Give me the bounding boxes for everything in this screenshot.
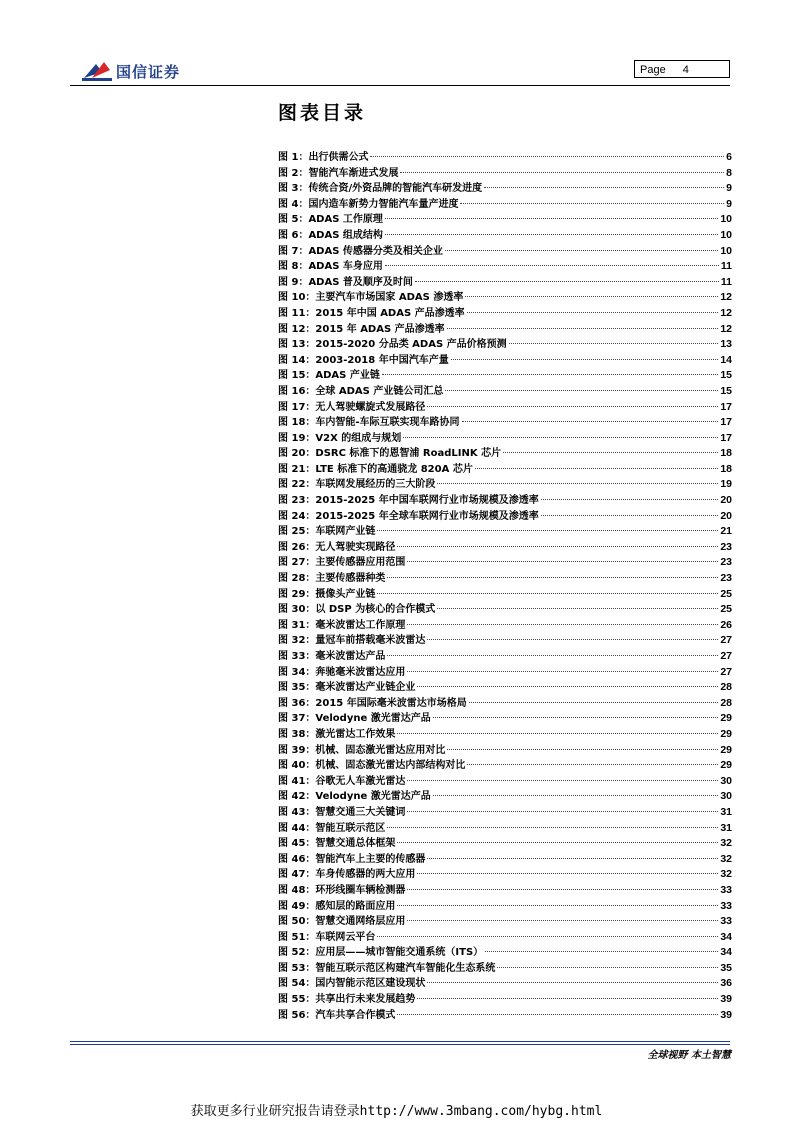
toc-leader-dots [397, 905, 718, 906]
toc-leader-dots [445, 250, 718, 251]
toc-entry-label: 图 1：出行供需公式 [278, 152, 369, 163]
toc-leader-dots [387, 827, 718, 828]
footer-link-text[interactable]: 获取更多行业研究报告请登录http://www.3mbang.com/hybg.html [190, 1104, 603, 1119]
page-label: Page [640, 64, 666, 76]
toc-entry[interactable] [278, 976, 732, 992]
toc-entry-label: 图 46：智能汽车上主要的传感器 [278, 853, 426, 865]
toc-leader-dots [427, 406, 718, 407]
toc-entry-label: 图 44：智能互联示范区 [278, 822, 386, 834]
toc-entry-label: 图 25：车联网产业链 [278, 526, 376, 538]
toc-entry[interactable] [278, 509, 732, 525]
toc-entry-page: 10 [720, 213, 732, 226]
toc-leader-dots [407, 624, 718, 625]
toc-leader-dots [377, 530, 718, 531]
toc-entry[interactable] [278, 711, 732, 727]
toc-entry[interactable] [278, 852, 732, 868]
toc-entry[interactable] [278, 555, 732, 571]
toc-entry-label: 图 10：主要汽车市场国家 ADAS 渗透率 [278, 292, 464, 304]
toc-leader-dots [417, 686, 718, 687]
toc-entry-label: 图 24：2015-2025 年全球车联网行业市场规模及渗透率 [278, 510, 539, 522]
toc-leader-dots [407, 561, 718, 562]
page-indicator [634, 60, 730, 78]
figure-toc-list [278, 150, 732, 1023]
toc-entry-label: 图 16：全球 ADAS 产业链公司汇总 [278, 385, 444, 397]
toc-entry-label: 图 12：2015 年 ADAS 产品渗透率 [278, 323, 445, 335]
toc-entry[interactable] [278, 212, 732, 228]
toc-entry-label: 图 38：激光雷达工作效果 [278, 728, 396, 740]
toc-leader-dots [497, 967, 718, 968]
toc-leader-dots [377, 593, 718, 594]
toc-leader-dots [469, 702, 719, 703]
toc-leader-dots [467, 764, 718, 765]
toc-leader-dots [437, 483, 718, 484]
toc-entry-page: 31 [720, 805, 732, 818]
toc-entry-label: 图 34：奔驰毫米波雷达应用 [278, 666, 406, 678]
toc-entry[interactable] [278, 181, 732, 197]
toc-leader-dots [397, 842, 718, 843]
toc-entry[interactable] [278, 774, 732, 790]
toc-entry-page: 12 [720, 306, 732, 319]
toc-leader-dots [465, 296, 718, 297]
toc-entry-page: 11 [720, 260, 732, 273]
toc-entry-label: 图 21：LTE 标准下的高通骁龙 820A 芯片 [278, 463, 473, 475]
toc-entry-page: 17 [720, 431, 732, 444]
toc-leader-dots [407, 780, 718, 781]
toc-entry[interactable] [278, 883, 732, 899]
toc-entry-page: 17 [720, 416, 732, 429]
toc-leader-dots [385, 265, 719, 266]
toc-entry-page: 12 [720, 291, 732, 304]
toc-entry-page: 21 [720, 525, 732, 538]
toc-entry-label: 图 15：ADAS 产业链 [278, 370, 380, 382]
toc-entry-page: 20 [720, 494, 732, 507]
toc-entry[interactable] [278, 992, 732, 1008]
toc-leader-dots [385, 234, 718, 235]
toc-entry[interactable] [278, 322, 732, 338]
toc-entry-page: 10 [720, 244, 732, 257]
toc-entry-page: 23 [720, 540, 732, 553]
toc-leader-dots [475, 468, 718, 469]
toc-entry-page: 29 [720, 759, 732, 772]
toc-entry-label: 图 51：车联网云平台 [278, 931, 376, 943]
toc-entry-label: 图 13：2015-2020 分品类 ADAS 产品价格预测 [278, 339, 507, 351]
toc-entry-page: 33 [720, 899, 732, 912]
toc-entry-label: 图 8：ADAS 车身应用 [278, 261, 383, 273]
toc-entry-label: 图 11：2015 年中国 ADAS 产品渗透率 [278, 307, 465, 319]
toc-entry-label: 图 26：无人驾驶实现路径 [278, 541, 396, 553]
toc-entry-page: 15 [720, 369, 732, 382]
toc-entry-label: 图 14：2003-2018 年中国汽车产量 [278, 354, 449, 366]
toc-leader-dots [377, 936, 718, 937]
toc-entry[interactable] [278, 306, 732, 322]
toc-entry-page: 39 [720, 993, 732, 1006]
toc-entry-page: 36 [720, 977, 732, 990]
toc-entry-page: 34 [720, 946, 732, 959]
toc-entry-page: 20 [720, 509, 732, 522]
toc-entry-label: 图 7：ADAS 传感器分类及相关企业 [278, 245, 443, 257]
toc-entry-page: 35 [720, 961, 732, 974]
toc-leader-dots [415, 281, 719, 282]
toc-entry[interactable] [278, 727, 732, 743]
page-title: 图表目录 [278, 102, 367, 124]
toc-entry-page: 27 [720, 650, 732, 662]
footer-divider-double [70, 1044, 730, 1045]
toc-entry[interactable] [278, 384, 732, 400]
toc-entry-label: 图 41：谷歌无人车激光雷达 [278, 775, 406, 787]
toc-leader-dots [447, 749, 718, 750]
slogan: 全球视野 本土智慧 [647, 1050, 731, 1061]
toc-leader-dots [467, 312, 719, 313]
toc-entry-page: 39 [720, 1008, 732, 1021]
toc-entry[interactable] [278, 587, 732, 603]
toc-entry-page: 28 [720, 696, 732, 709]
toc-leader-dots [509, 343, 719, 344]
toc-entry-label: 图 23：2015-2025 年中国车联网行业市场规模及渗透率 [278, 495, 539, 507]
toc-entry[interactable] [278, 696, 732, 712]
toc-entry[interactable] [278, 758, 732, 774]
toc-entry-label: 图 54：国内智能示范区建设现状 [278, 978, 426, 990]
toc-entry-label: 图 42：Velodyne 激光雷达产品 [278, 791, 431, 803]
toc-entry-page: 9 [726, 182, 732, 195]
toc-leader-dots [503, 452, 718, 453]
toc-entry-page: 18 [720, 447, 732, 460]
toc-leader-dots [397, 1014, 718, 1015]
toc-leader-dots [417, 998, 718, 999]
toc-leader-dots [485, 951, 718, 952]
toc-entry-page: 18 [720, 462, 732, 475]
toc-entry-page: 29 [720, 712, 732, 725]
toc-entry-page: 6 [726, 151, 732, 163]
logo-mark-icon [82, 58, 112, 82]
toc-entry[interactable] [278, 446, 732, 462]
header-divider [70, 85, 730, 86]
toc-leader-dots [427, 982, 718, 983]
toc-leader-dots [407, 671, 718, 672]
toc-entry[interactable] [278, 462, 732, 478]
toc-entry[interactable] [278, 821, 732, 837]
toc-entry-page: 14 [720, 353, 732, 366]
toc-entry-label: 图 49：感知层的路面应用 [278, 900, 396, 912]
toc-leader-dots [370, 156, 724, 157]
toc-entry-page: 25 [720, 603, 732, 616]
toc-entry-page: 28 [720, 681, 732, 694]
toc-entry-label: 图 55：共享出行未来发展趋势 [278, 994, 416, 1006]
toc-leader-dots [407, 811, 718, 812]
toc-leader-dots [541, 515, 719, 516]
toc-entry-label: 图 50：智慧交通网络层应用 [278, 916, 406, 928]
toc-entry-label: 图 27：主要传感器应用范围 [278, 557, 406, 569]
toc-leader-dots [382, 374, 718, 375]
toc-entry[interactable] [278, 633, 732, 649]
toc-entry[interactable] [278, 899, 732, 915]
toc-entry[interactable] [278, 524, 732, 540]
toc-entry[interactable] [278, 618, 732, 634]
toc-entry-label: 图 3：传统合资/外资品牌的智能汽车研发进度 [278, 183, 483, 195]
toc-entry[interactable] [278, 805, 732, 821]
toc-entry-page: 32 [720, 837, 732, 850]
toc-entry[interactable] [278, 197, 732, 213]
toc-entry-page: 32 [720, 852, 732, 865]
toc-entry[interactable] [278, 602, 732, 618]
toc-entry-page: 29 [720, 743, 732, 756]
toc-entry-label: 图 43：智慧交通三大关键词 [278, 806, 406, 818]
toc-entry[interactable] [278, 368, 732, 384]
toc-entry-label: 图 48：环形线圈车辆检测器 [278, 884, 406, 896]
toc-leader-dots [433, 795, 719, 796]
toc-entry-label: 图 52：应用层——城市智能交通系统（ITS） [278, 947, 484, 959]
toc-entry-label: 图 9：ADAS 普及顺序及时间 [278, 276, 413, 288]
toc-entry[interactable] [278, 1008, 732, 1024]
toc-entry-page: 33 [720, 883, 732, 896]
toc-entry-label: 图 53：智能互联示范区构建汽车智能化生态系统 [278, 962, 496, 974]
toc-entry-label: 图 39：机械、固态激光雷达应用对比 [278, 744, 446, 756]
toc-entry-page: 15 [720, 384, 732, 397]
toc-entry-label: 图 18：车内智能-车际互联实现车路协同 [278, 417, 460, 429]
toc-entry[interactable] [278, 945, 732, 961]
toc-leader-dots [433, 717, 719, 718]
toc-entry-page: 23 [720, 556, 732, 569]
toc-entry[interactable] [278, 431, 732, 447]
toc-entry-label: 图 45：智慧交通总体框架 [278, 838, 396, 850]
toc-entry[interactable] [278, 914, 732, 930]
toc-entry-page: 12 [720, 322, 732, 335]
toc-leader-dots [427, 639, 718, 640]
toc-leader-dots [447, 328, 719, 329]
toc-entry-label: 图 20：DSRC 标准下的恩智浦 RoadLINK 芯片 [278, 448, 502, 460]
toc-entry-page: 19 [720, 478, 732, 491]
toc-leader-dots [400, 172, 724, 173]
toc-entry-label: 图 22：车联网发展经历的三大阶段 [278, 479, 436, 491]
toc-entry[interactable] [278, 415, 732, 431]
toc-entry-label: 图 19：V2X 的组成与规划 [278, 432, 402, 444]
toc-entry[interactable] [278, 930, 732, 946]
toc-leader-dots [407, 889, 718, 890]
toc-leader-dots [437, 608, 718, 609]
toc-entry-page: 11 [720, 275, 732, 288]
toc-entry-page: 17 [720, 400, 732, 413]
toc-entry[interactable] [278, 743, 732, 759]
toc-entry-label: 图 40：机械、固态激光雷达内部结构对比 [278, 760, 466, 772]
toc-entry-label: 图 2：智能汽车渐进式发展 [278, 167, 399, 179]
toc-entry-label: 图 37：Velodyne 激光雷达产品 [278, 713, 431, 725]
toc-entry-label: 图 5：ADAS 工作原理 [278, 214, 383, 226]
toc-entry-label: 图 17：无人驾驶螺旋式发展路径 [278, 401, 426, 413]
toc-entry[interactable] [278, 649, 732, 665]
toc-entry[interactable] [278, 244, 732, 260]
toc-entry[interactable] [278, 290, 732, 306]
toc-leader-dots [451, 359, 719, 360]
toc-entry-page: 31 [720, 821, 732, 834]
toc-leader-dots [397, 546, 718, 547]
toc-entry[interactable] [278, 493, 732, 509]
toc-leader-dots [460, 203, 724, 204]
toc-entry-page: 27 [720, 634, 732, 647]
toc-entry[interactable] [278, 680, 732, 696]
toc-entry-label: 图 36：2015 年国际毫米波雷达市场格局 [278, 697, 467, 709]
toc-leader-dots [387, 577, 718, 578]
toc-entry-page: 8 [726, 166, 732, 179]
toc-leader-dots [427, 858, 718, 859]
toc-entry-label: 图 56：汽车共享合作模式 [278, 1009, 396, 1021]
toc-entry-page: 23 [720, 572, 732, 585]
toc-entry[interactable] [278, 867, 732, 883]
toc-entry[interactable] [278, 353, 732, 369]
toc-entry-page: 9 [726, 197, 732, 210]
toc-entry-label: 图 30：以 DSP 为核心的合作模式 [278, 604, 436, 616]
toc-leader-dots [541, 499, 719, 500]
toc-entry[interactable] [278, 150, 732, 166]
toc-entry-page: 10 [720, 228, 732, 241]
toc-entry-page: 25 [720, 587, 732, 600]
toc-entry[interactable] [278, 571, 732, 587]
toc-entry-page: 29 [720, 727, 732, 740]
toc-leader-dots [387, 655, 718, 656]
toc-entry-label: 图 4：国内造车新势力智能汽车量产进度 [278, 198, 459, 210]
toc-entry-page: 26 [720, 618, 732, 631]
toc-entry[interactable] [278, 275, 732, 291]
toc-leader-dots [403, 437, 718, 438]
toc-entry[interactable] [278, 337, 732, 353]
toc-leader-dots [407, 920, 718, 921]
toc-entry[interactable] [278, 259, 732, 275]
toc-entry[interactable] [278, 836, 732, 852]
toc-entry-page: 34 [720, 930, 732, 943]
toc-entry-page: 27 [720, 665, 732, 678]
toc-entry-page: 32 [720, 868, 732, 881]
toc-entry[interactable] [278, 961, 732, 977]
toc-entry-page: 30 [720, 774, 732, 787]
toc-entry-label: 图 32：量冠车前搭载毫米波雷达 [278, 635, 426, 647]
toc-entry-label: 图 31：毫米波雷达工作原理 [278, 619, 406, 631]
toc-entry-label: 图 35：毫米波雷达产业链企业 [278, 682, 416, 694]
toc-entry-label: 图 28：主要传感器种类 [278, 573, 386, 585]
toc-entry-page: 30 [720, 790, 732, 803]
toc-entry-page: 33 [720, 915, 732, 928]
logo-text: 国信证券 [116, 63, 181, 81]
toc-entry[interactable] [278, 228, 732, 244]
toc-entry[interactable] [278, 166, 732, 182]
footer-divider [70, 1041, 730, 1042]
toc-leader-dots [385, 218, 718, 219]
toc-entry[interactable] [278, 665, 732, 681]
toc-entry-label: 图 29：摄像头产业链 [278, 588, 376, 600]
toc-entry-label: 图 6：ADAS 组成结构 [278, 229, 383, 241]
toc-leader-dots [417, 873, 718, 874]
toc-entry-page: 13 [720, 338, 732, 351]
toc-entry[interactable] [278, 400, 732, 416]
toc-entry[interactable] [278, 789, 732, 805]
toc-entry-label: 图 33：毫米波雷达产品 [278, 651, 386, 662]
toc-entry[interactable] [278, 540, 732, 556]
page-number: 4 [682, 64, 689, 76]
toc-leader-dots [484, 187, 724, 188]
toc-leader-dots [462, 421, 719, 422]
toc-leader-dots [397, 733, 718, 734]
toc-entry-label: 图 47：车身传感器的两大应用 [278, 869, 416, 881]
company-logo [82, 58, 202, 84]
toc-entry[interactable] [278, 477, 732, 493]
toc-leader-dots [445, 390, 718, 391]
